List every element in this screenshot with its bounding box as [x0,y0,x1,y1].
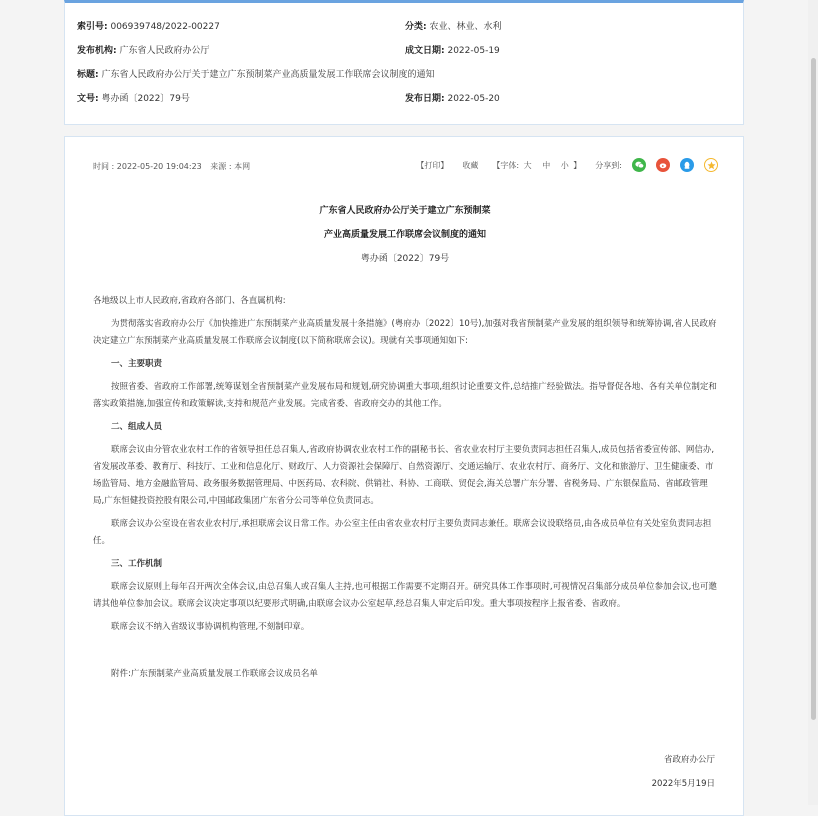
sign-date: 2022年5月19日 [651,779,715,789]
meta-pubdate [405,93,500,105]
paragraph-members: 联席会议由分管农业农村工作的省领导担任总召集人,省政府协调农业农村工作的副秘书长、省农业农村厅主要负责同志担任召集人,成员包括省委宣传部、网信办,省发展改革委、教育厅、科技厅、工业和信息化厅、财政厅、人力资源社会保障厅、自然资源厅、交通运输厅、农业农村厅、商务厅、文化和旅游厅、卫生健康委、市场监管局、地方金融监管局、政务服务数据管理局、中医药局、农科院、供销社、科协、工商联、贸促会,海关总署广东分署、省税务局、广东银保监局、省邮政管理局,广东恒健投资控股有限公司,中国邮政集团广东省分公司等单位负责同志。 [93,445,715,506]
meta-index-value: 006939748/2022-00227 [110,22,220,32]
meta-title-value: 广东省人民政府办公厅关于建立广东预制菜产业高质量发展工作联席会议制度的通知 [101,70,435,80]
article-title-line2: 产业高质量发展工作联席会议制度的通知 [323,230,486,240]
meta-category-label: 分类: [405,22,427,32]
qzone-icon[interactable] [704,158,718,172]
print-link[interactable]: 【打印】 [416,160,449,170]
paragraph-mechanism: 联席会议原则上每年召开两次全体会议,由总召集人或召集人主持,也可根据工作需要不定期召开。研究具体工作事项时,可视情况召集部分成员单位参加会议,也可邀请其他单位参加会议。联席会议决定事项以纪要形式明确,由联席会议办公室起草,经总召集人审定后印发。重大事项按程序上报省委、省政府。 [93,582,717,609]
share-label: 分享到: [595,160,622,170]
favorite-link[interactable]: 收藏 [462,160,479,170]
font-size-suffix: 】 [573,160,582,170]
paragraph-office: 联席会议办公室设在省农业农村厅,承担联席会议日常工作。办公室主任由省农业农村厅主要负责同志兼任。联席会议设联络员,由各成员单位有关处室负责同志担任。 [93,519,712,546]
meta-date-written [405,45,500,57]
font-size-prefix: 【字体: [492,160,520,170]
publish-time: 时间 : 2022-05-20 19:04:23 [93,162,202,171]
meta-docno-label: 文号: [77,94,99,104]
font-medium-button[interactable]: 中 [542,160,551,170]
source-text: 来源 : 本网 [210,162,251,171]
font-small-button[interactable]: 小 [560,160,569,170]
article-body [93,293,718,683]
meta-pubdate-label: 发布日期: [405,94,445,104]
font-size-group [492,160,581,171]
scrollbar-thumb[interactable] [811,58,816,720]
vertical-scrollbar[interactable] [808,0,818,805]
attachment-line[interactable]: 附件:广东预制菜产业高质量发展工作联席会议成员名单 [111,669,318,679]
font-large-button[interactable]: 大 [523,160,532,170]
meta-category-value: 农业、林业、水利 [429,22,502,32]
meta-index-label: 索引号: [77,22,108,32]
meta-index [77,21,220,33]
paragraph-management: 联席会议不纳入省级议事协调机构管理,不刻制印章。 [111,622,310,632]
article-title-line1: 广东省人民政府办公厅关于建立广东预制菜 [319,206,491,216]
meta-title-label: 标题: [77,70,99,80]
article-meta-line [93,161,250,172]
salutation: 各地级以上市人民政府,省政府各部门、各直属机构: [93,296,286,306]
article-doc-number: 粤办函〔2022〕79号 [360,254,450,264]
qq-icon[interactable] [680,158,694,172]
meta-docno [77,93,190,105]
weibo-icon[interactable] [656,158,670,172]
section-heading-1: 一、主要职责 [111,359,163,369]
signer: 省政府办公厅 [663,755,715,765]
meta-docno-value: 粤办函〔2022〕79号 [101,94,190,104]
meta-title [77,69,435,81]
wechat-icon[interactable] [632,158,646,172]
paragraph-duties: 按照省委、省政府工作部署,统筹谋划全省预制菜产业发展布局和规划,研究协调重大事项,组织讨论重要文件,总结推广经验做法。指导督促各地、各有关单位制定和落实政策措施,加强宣传和政策解读,支持和规范产业发展。完成省委、省政府交办的其他工作。 [93,382,717,409]
meta-publisher-label: 发布机构: [77,46,117,56]
section-heading-2: 二、组成人员 [111,422,163,432]
intro-paragraph: 为贯彻落实省政府办公厅《加快推进广东预制菜产业高质量发展十条措施》(粤府办〔2022〕10号),加强对我省预制菜产业发展的组织领导和统筹协调,省人民政府决定建立广东预制菜产业高质量发展工作联席会议制度(以下简称联席会议)。现就有关事项通知如下: [93,319,717,346]
article-toolbar [93,161,718,175]
meta-publisher-value: 广东省人民政府办公厅 [119,46,210,56]
meta-date-written-label: 成文日期: [405,46,445,56]
meta-pubdate-value: 2022-05-20 [447,94,500,104]
meta-publisher [77,45,210,57]
section-heading-3: 三、工作机制 [111,559,163,569]
toolbar-actions [406,158,718,172]
article-container [64,136,744,816]
meta-category [405,21,502,33]
meta-info-box [64,0,744,125]
meta-date-written-value: 2022-05-19 [447,46,500,56]
